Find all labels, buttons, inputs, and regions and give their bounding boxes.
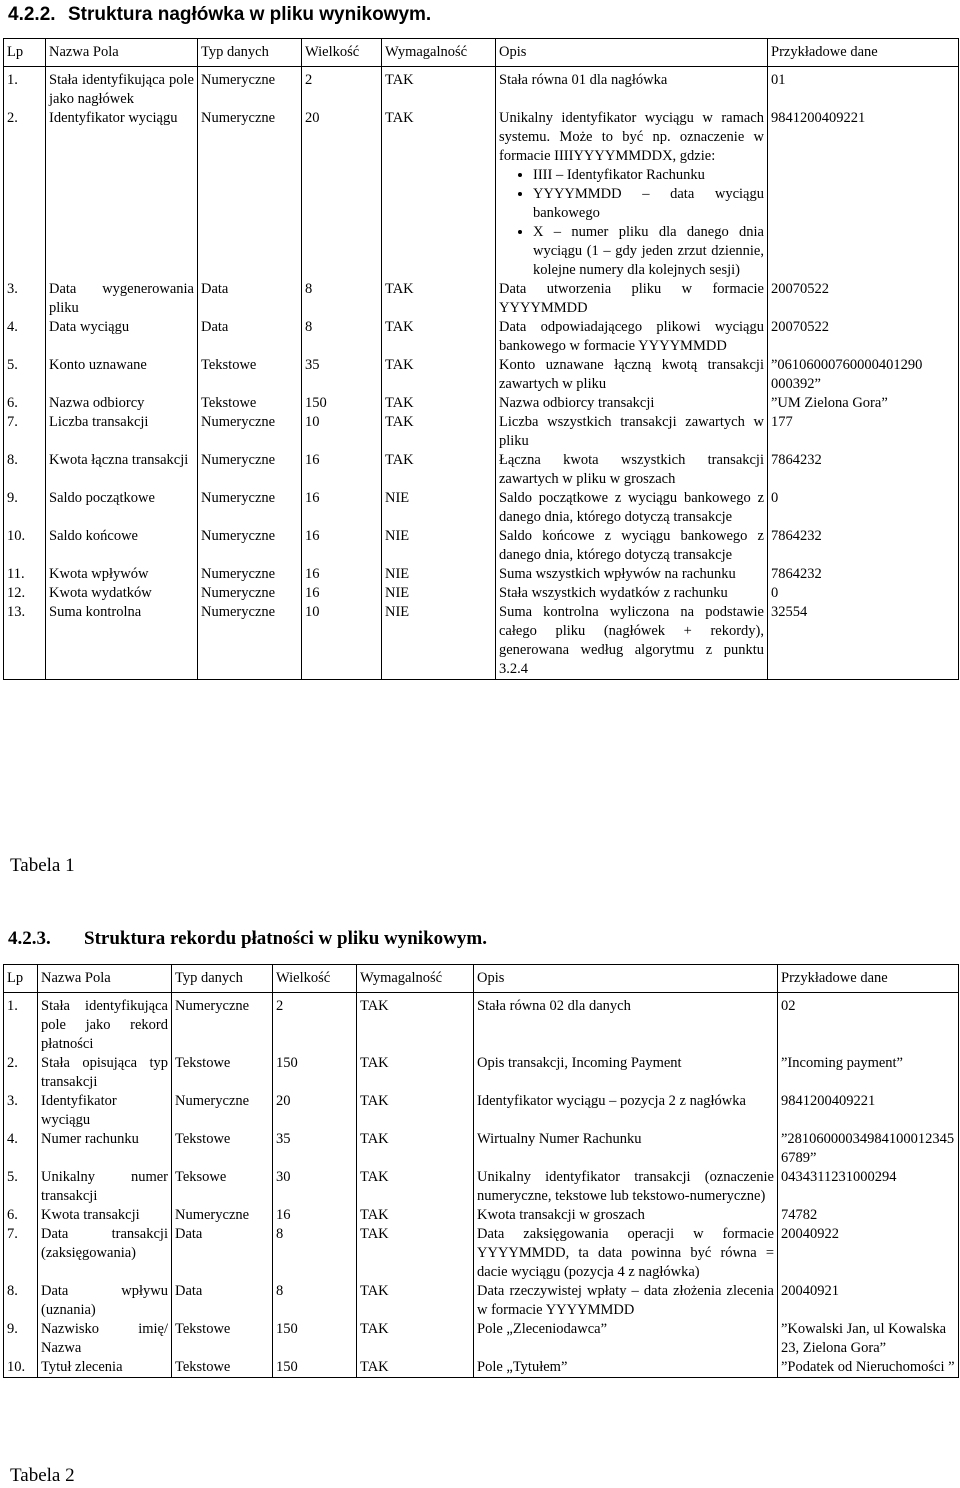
table-row — [4, 489, 959, 527]
description-text: Nazwa odbiorcy transakcji — [499, 395, 655, 411]
description-bullet: • IIII – Identyfikator Rachunku — [533, 166, 764, 185]
description-cell — [496, 584, 768, 603]
field-name-cell: Kwota wpływów — [46, 565, 198, 584]
table-row — [4, 603, 959, 680]
description-text: Data rzeczywistej wpłaty – data złożenia zlecenia w formacie YYYYMMDD — [477, 1283, 774, 1318]
table-row — [4, 109, 959, 280]
description-cell — [496, 451, 768, 489]
description-cell — [474, 1206, 778, 1225]
description-cell — [474, 1054, 778, 1092]
size-cell: 16 — [302, 489, 382, 527]
description-text: Kwota transakcji w groszach — [477, 1207, 645, 1223]
description-cell — [474, 1130, 778, 1168]
field-name-cell: Liczba transakcji — [46, 413, 198, 451]
column-header: Lp — [4, 39, 46, 67]
data-type-cell: Numeryczne — [198, 413, 302, 451]
required-cell: TAK — [357, 1168, 474, 1206]
lp-cell: 2. — [4, 1054, 38, 1092]
section-heading-2 — [8, 928, 487, 950]
required-cell: TAK — [357, 1320, 474, 1358]
lp-cell: 10. — [4, 1358, 38, 1378]
field-name-cell: Data transakcji (zaksięgowania) — [38, 1225, 172, 1282]
field-name-cell: Konto uznawane — [46, 356, 198, 394]
description-cell — [474, 1092, 778, 1130]
lp-cell: 1. — [4, 993, 38, 1055]
example-cell: 74782 — [778, 1206, 959, 1225]
field-name-cell: Stała opisująca typ transakcji — [38, 1054, 172, 1092]
description-cell — [474, 1358, 778, 1378]
description-cell — [496, 67, 768, 110]
example-cell: ”Kowalski Jan, ul Kowalska 23, Zielona Gora” — [778, 1320, 959, 1358]
field-name-cell: Stała identyfikująca pole jako rekord płatności — [38, 993, 172, 1055]
size-cell: 10 — [302, 413, 382, 451]
required-cell: TAK — [357, 1130, 474, 1168]
lp-cell: 10. — [4, 527, 46, 565]
required-cell: NIE — [382, 584, 496, 603]
table-row — [4, 67, 959, 110]
required-cell: TAK — [357, 1282, 474, 1320]
example-cell: ”06106000760000401290 000392” — [768, 356, 959, 394]
data-type-cell: Numeryczne — [198, 67, 302, 110]
field-name-cell: Unikalny numer transakcji — [38, 1168, 172, 1206]
description-text: Data odpowiadającego plikowi wyciągu bankowego w formacie YYYYMMDD — [499, 319, 764, 354]
header-structure-table — [3, 38, 959, 680]
required-cell: TAK — [382, 451, 496, 489]
data-type-cell: Numeryczne — [198, 527, 302, 565]
description-cell — [496, 603, 768, 680]
size-cell: 30 — [273, 1168, 357, 1206]
size-cell: 2 — [273, 993, 357, 1055]
field-name-cell: Suma kontrolna — [46, 603, 198, 680]
description-cell — [496, 356, 768, 394]
field-name-cell: Data wpływu (uznania) — [38, 1282, 172, 1320]
lp-cell: 3. — [4, 1092, 38, 1130]
table-row — [4, 565, 959, 584]
lp-cell: 4. — [4, 1130, 38, 1168]
column-header: Nazwa Pola — [38, 965, 172, 993]
required-cell: TAK — [357, 1092, 474, 1130]
field-name-cell: Stała identyfikująca pole jako nagłówek — [46, 67, 198, 110]
table-row — [4, 1225, 959, 1282]
size-cell: 8 — [302, 318, 382, 356]
size-cell: 150 — [273, 1054, 357, 1092]
column-header: Wymagalność — [357, 965, 474, 993]
data-type-cell: Tekstowe — [172, 1130, 273, 1168]
lp-cell: 3. — [4, 280, 46, 318]
description-cell — [474, 1282, 778, 1320]
description-text: Data zaksięgowania operacji w formacie YYYYMMDD, ta data powinna być równa = dacie wyciągu (pozycja 4 z nagłówka) — [477, 1226, 774, 1280]
table-row — [4, 318, 959, 356]
data-type-cell: Tekstowe — [198, 356, 302, 394]
required-cell: TAK — [357, 1206, 474, 1225]
required-cell: TAK — [357, 1225, 474, 1282]
description-cell — [496, 109, 768, 280]
table-row — [4, 584, 959, 603]
example-cell: 20070522 — [768, 280, 959, 318]
required-cell: NIE — [382, 527, 496, 565]
description-text: Pole „Zleceniodawca” — [477, 1321, 608, 1337]
description-cell — [474, 1225, 778, 1282]
description-cell — [496, 394, 768, 413]
required-cell: TAK — [382, 109, 496, 280]
lp-cell: 6. — [4, 394, 46, 413]
lp-cell: 5. — [4, 1168, 38, 1206]
required-cell: TAK — [357, 1358, 474, 1378]
size-cell: 20 — [302, 109, 382, 280]
data-type-cell: Numeryczne — [198, 584, 302, 603]
section-title: Struktura nagłówka w pliku wynikowym. — [68, 4, 432, 25]
size-cell: 8 — [273, 1282, 357, 1320]
required-cell: TAK — [382, 394, 496, 413]
table-row — [4, 356, 959, 394]
table-caption-1: Tabela 1 — [10, 855, 75, 876]
section-number: 4.2.2. — [8, 4, 56, 25]
column-header: Wielkość — [302, 39, 382, 67]
section-title: Struktura rekordu płatności w pliku wynikowym. — [84, 928, 487, 949]
table-row — [4, 413, 959, 451]
required-cell: NIE — [382, 489, 496, 527]
description-cell — [474, 1320, 778, 1358]
data-type-cell: Tekstowe — [172, 1054, 273, 1092]
data-type-cell: Numeryczne — [198, 109, 302, 280]
size-cell: 8 — [302, 280, 382, 318]
field-name-cell: Kwota wydatków — [46, 584, 198, 603]
example-cell: 0434311231000294 — [778, 1168, 959, 1206]
table-row — [4, 1282, 959, 1320]
description-cell — [496, 565, 768, 584]
table-row — [4, 1358, 959, 1378]
size-cell: 150 — [302, 394, 382, 413]
required-cell: TAK — [382, 356, 496, 394]
required-cell: TAK — [357, 993, 474, 1055]
size-cell: 16 — [302, 565, 382, 584]
example-cell: 9841200409221 — [768, 109, 959, 280]
data-type-cell: Numeryczne — [198, 489, 302, 527]
column-header: Lp — [4, 965, 38, 993]
example-cell: 9841200409221 — [778, 1092, 959, 1130]
description-text: Suma kontrolna wyliczona na podstawie całego pliku (nagłówek + rekordy), generowana według algorytmu z punktu 3.2.4 — [499, 604, 764, 677]
field-name-cell: Tytuł zlecenia — [38, 1358, 172, 1378]
lp-cell: 1. — [4, 67, 46, 110]
description-text: Unikalny identyfikator wyciągu w ramach systemu. Może to być np. oznaczenie w formacie IIIIYYYYMMDDX, gdzie: — [499, 110, 764, 164]
description-text: Konto uznawane łączną kwotą transakcji zawartych w pliku — [499, 357, 764, 392]
required-cell: TAK — [382, 67, 496, 110]
lp-cell: 11. — [4, 565, 46, 584]
description-text: Łączna kwota wszystkich transakcji zawartych w pliku w groszach — [499, 452, 764, 487]
example-cell: ”Incoming payment” — [778, 1054, 959, 1092]
column-header: Typ danych — [172, 965, 273, 993]
size-cell: 35 — [302, 356, 382, 394]
description-text: Stała równa 01 dla nagłówka — [499, 72, 668, 88]
description-text: Pole „Tytułem” — [477, 1359, 568, 1375]
description-text: Liczba wszystkich transakcji zawartych w pliku — [499, 414, 764, 449]
table-row — [4, 1320, 959, 1358]
example-cell: 7864232 — [768, 451, 959, 489]
field-name-cell: Identyfikator wyciągu — [38, 1092, 172, 1130]
field-name-cell: Saldo końcowe — [46, 527, 198, 565]
table-row — [4, 993, 959, 1055]
description-text: Saldo początkowe z wyciągu bankowego z danego dnia, którego dotyczą transakcje — [499, 490, 764, 525]
description-cell — [496, 489, 768, 527]
data-type-cell: Data — [172, 1225, 273, 1282]
lp-cell: 9. — [4, 1320, 38, 1358]
description-text: Wirtualny Numer Rachunku — [477, 1131, 642, 1147]
lp-cell: 4. — [4, 318, 46, 356]
data-type-cell: Numeryczne — [172, 1206, 273, 1225]
size-cell: 16 — [273, 1206, 357, 1225]
field-name-cell: Nazwisko imię/ Nazwa — [38, 1320, 172, 1358]
payment-record-table — [3, 964, 959, 1378]
table-header-row — [4, 39, 959, 67]
lp-cell: 2. — [4, 109, 46, 280]
description-text: Data utworzenia pliku w formacie YYYYMMDD — [499, 281, 764, 316]
section-number: 4.2.3. — [8, 928, 51, 949]
data-type-cell: Numeryczne — [172, 993, 273, 1055]
data-type-cell: Tekstowe — [198, 394, 302, 413]
example-cell: 0 — [768, 489, 959, 527]
field-name-cell: Numer rachunku — [38, 1130, 172, 1168]
table-row — [4, 1168, 959, 1206]
size-cell: 2 — [302, 67, 382, 110]
example-cell: 7864232 — [768, 565, 959, 584]
description-cell — [474, 1168, 778, 1206]
column-header: Opis — [496, 39, 768, 67]
table-row — [4, 1054, 959, 1092]
description-bullet: • YYYYMMDD – data wyciągu bankowego — [533, 185, 764, 223]
description-cell — [474, 993, 778, 1055]
description-text: Stała wszystkich wydatków z rachunku — [499, 585, 728, 601]
data-type-cell: Data — [198, 280, 302, 318]
field-name-cell: Data wygenerowania pliku — [46, 280, 198, 318]
lp-cell: 5. — [4, 356, 46, 394]
size-cell: 10 — [302, 603, 382, 680]
lp-cell: 12. — [4, 584, 46, 603]
table-row — [4, 527, 959, 565]
description-bullet: • X – numer pliku dla danego dnia wyciągu (1 – gdy jeden zrzut dziennie, kolejne numery dla kolejnych sesji) — [533, 223, 764, 280]
data-type-cell: Tekstowe — [172, 1358, 273, 1378]
lp-cell: 9. — [4, 489, 46, 527]
example-cell: 177 — [768, 413, 959, 451]
field-name-cell: Identyfikator wyciągu — [46, 109, 198, 280]
required-cell: TAK — [382, 318, 496, 356]
description-bullets — [499, 166, 764, 280]
example-cell: 20040922 — [778, 1225, 959, 1282]
data-type-cell: Data — [198, 318, 302, 356]
size-cell: 16 — [302, 451, 382, 489]
required-cell: NIE — [382, 565, 496, 584]
column-header: Przykładowe dane — [768, 39, 959, 67]
example-cell: ”28106000034984100012345 6789” — [778, 1130, 959, 1168]
table-row — [4, 1092, 959, 1130]
example-cell: 32554 — [768, 603, 959, 680]
field-name-cell: Kwota transakcji — [38, 1206, 172, 1225]
description-cell — [496, 413, 768, 451]
description-text: Unikalny identyfikator transakcji (oznaczenie numeryczne, tekstowe lub tekstowo-numeryczne) — [477, 1169, 774, 1204]
table-row — [4, 280, 959, 318]
lp-cell: 6. — [4, 1206, 38, 1225]
field-name-cell: Nazwa odbiorcy — [46, 394, 198, 413]
required-cell: TAK — [357, 1054, 474, 1092]
column-header: Typ danych — [198, 39, 302, 67]
required-cell: NIE — [382, 603, 496, 680]
lp-cell: 13. — [4, 603, 46, 680]
description-text: Saldo końcowe z wyciągu bankowego z danego dnia, którego dotyczą transakcje — [499, 528, 764, 563]
size-cell: 16 — [302, 584, 382, 603]
example-cell: 20070522 — [768, 318, 959, 356]
data-type-cell: Data — [172, 1282, 273, 1320]
description-text: Identyfikator wyciągu – pozycja 2 z nagłówka — [477, 1093, 746, 1109]
example-cell: 02 — [778, 993, 959, 1055]
size-cell: 35 — [273, 1130, 357, 1168]
required-cell: TAK — [382, 413, 496, 451]
example-cell: 20040921 — [778, 1282, 959, 1320]
size-cell: 150 — [273, 1320, 357, 1358]
size-cell: 20 — [273, 1092, 357, 1130]
lp-cell: 8. — [4, 451, 46, 489]
description-text: Suma wszystkich wpływów na rachunku — [499, 566, 736, 582]
size-cell: 8 — [273, 1225, 357, 1282]
table-row — [4, 451, 959, 489]
example-cell: 01 — [768, 67, 959, 110]
field-name-cell: Kwota łączna transakcji — [46, 451, 198, 489]
table-row — [4, 1130, 959, 1168]
example-cell: 7864232 — [768, 527, 959, 565]
section-heading-1 — [8, 4, 431, 26]
description-cell — [496, 318, 768, 356]
column-header: Opis — [474, 965, 778, 993]
column-header: Przykładowe dane — [778, 965, 959, 993]
example-cell: ”UM Zielona Gora” — [768, 394, 959, 413]
table-caption-2: Tabela 2 — [10, 1465, 75, 1486]
data-type-cell: Numeryczne — [198, 451, 302, 489]
lp-cell: 7. — [4, 413, 46, 451]
table-header-row — [4, 965, 959, 993]
description-text: Stała równa 02 dla danych — [477, 998, 631, 1014]
data-type-cell: Numeryczne — [198, 603, 302, 680]
data-type-cell: Numeryczne — [172, 1092, 273, 1130]
lp-cell: 8. — [4, 1282, 38, 1320]
size-cell: 16 — [302, 527, 382, 565]
description-cell — [496, 280, 768, 318]
column-header: Wymagalność — [382, 39, 496, 67]
description-cell — [496, 527, 768, 565]
table-row — [4, 394, 959, 413]
required-cell: TAK — [382, 280, 496, 318]
field-name-cell: Saldo początkowe — [46, 489, 198, 527]
lp-cell: 7. — [4, 1225, 38, 1282]
table-row — [4, 1206, 959, 1225]
data-type-cell: Numeryczne — [198, 565, 302, 584]
data-type-cell: Teksowe — [172, 1168, 273, 1206]
data-type-cell: Tekstowe — [172, 1320, 273, 1358]
field-name-cell: Data wyciągu — [46, 318, 198, 356]
description-text: Opis transakcji, Incoming Payment — [477, 1055, 682, 1071]
size-cell: 150 — [273, 1358, 357, 1378]
column-header: Wielkość — [273, 965, 357, 993]
example-cell: ”Podatek od Nieruchomości ” — [778, 1358, 959, 1378]
column-header: Nazwa Pola — [46, 39, 198, 67]
example-cell: 0 — [768, 584, 959, 603]
